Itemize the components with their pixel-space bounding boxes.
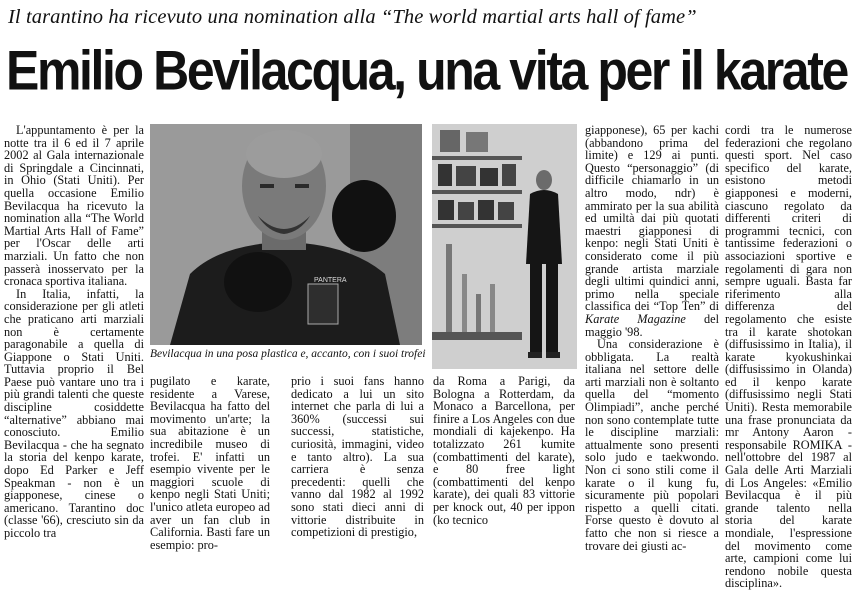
col1-paragraph-1: L'appuntamento è per la notte tra il 6 ed il 7 aprile 2002 al Gala internazionale di Springdale a Cincinnati, in Ohio (Stati Uniti). Per quella occasione Emilio Bevilacqua ha ricevuto la nomination alla “The World Martial Arts Hall of Fame” per l'Oscar delle arti marziali. Un fatto che non passerà inosservato per la cronaca sportiva italiana. bbox=[4, 123, 144, 289]
col5-text-a: giapponese), 65 per kachi (abbandono prima del limite) e 129 ai punti. Questo “personaggio” (di difficile chiamarlo in un altro modo, ndr) è ammirato per la sua abilità ed umiltà dai più quotati maestri giapponesi di kenpo: negli Stati Uniti è considerato come il più grande artista marziale degli ultimi quindici anni, primo nella speciale classifica dei “Top Ten” di bbox=[585, 123, 719, 314]
portrait-illustration bbox=[150, 124, 422, 345]
portrait-photo bbox=[150, 124, 422, 345]
uniform-patch-text: PANTERA bbox=[314, 277, 347, 284]
magazine-name: Karate Magazine bbox=[585, 311, 686, 326]
col6-text: cordi tra le numerose federazioni che regolano questi sport. Nel caso specifico del karate, esistono metodi giapponesi e moderni, ciascuno regolato da differenti criteri di programmi tecnici, con tantissime federazioni o associazioni sportive e regolamenti di gara non sempre uguali. Basta far riferimento alla differenza del regolamento che esiste tra il karate shotokan (diffusissimo in Italia), il karate kyokushinkai (diffusissimo in Olanda) ed il kenpo karate (diffusissimo negli Stati Uniti). Resta memorabile una frase pronunciata da mr Antony Aaron - responsabile ROMIKA - nell'ottobre del 1987 al Gala delle Arti Marziali di Los Angeles: «Emilio Bevilacqua è il più grande talento nella storia del karate mondiale, l'espressione del movimento come arte, campioni come lui rendono nobile questa disciplina». bbox=[725, 123, 852, 590]
photo-caption: Bevilacqua in una posa plastica e, accanto, con i suoi trofei bbox=[150, 348, 426, 360]
col2-text: pugilato e karate, residente a Varese, Bevilacqua ha fatto del movimento un'arte; la sua abitazione è un incredibile museo di trofei. E' infatti un esempio vivente per le maggiori scuole di kenpo negli Stati Uniti; l'unico atleta europeo ad aver un fan club in California. Basti fare un esempio: pro- bbox=[150, 374, 271, 552]
col4-text: da Roma a Parigi, da Bologna a Rotterdam, da Monaco a Barcellona, per finire a Los Angeles con due mondiali di kajekenpo. Ha totalizzato 261 kumite (combattimenti del karate), e 80 free light (combattimenti del kenpo karate), dei quali 83 vittorie per knock out, 40 per ippon (ko tecnico bbox=[433, 374, 575, 527]
col5-text-b: del maggio '98. bbox=[585, 311, 719, 339]
article-column-1 bbox=[4, 123, 144, 540]
kicker: Il tarantino ha ricevuto una nomination alla “The world martial arts hall of fame” bbox=[8, 6, 697, 28]
col5-paragraph-1 bbox=[585, 124, 719, 338]
col1-paragraph-2: In Italia, infatti, la considerazione per gli atleti che praticano arti marziali non è certamente paragonabile a quella di Giappone o Stati Uniti. Tuttavia proprio il Bel Paese può vantare uno tra i più grandi talenti che queste discipline cosiddette “alternative” abbiano mai conosciuto. Emilio Bevilacqua - che ha segnato la storia del kenpo karate, dopo Ed Parker e Jeff Speakman - non è un giapponese, cinese o americano. Tarantino doc (classe '66), cresciuto sin da piccolo tra bbox=[4, 286, 144, 540]
article-column-3 bbox=[291, 374, 424, 540]
col5-paragraph-2: Una considerazione è obbligata. La realtà italiana nel settore delle arti marziali non è soltanto quella del “momento Olimpiadi”, anche perché non sono contemplate tutte le discipline marziali: attualmente sono presenti solo judo e taekwondo. Non ci sono stili come il karate o il kung fu, sicuramente più popolari rispetto a quelli citati. Forse questo è dovuto al fatto che non si riesce a trovare dei giusti ac- bbox=[585, 337, 719, 553]
article-column-6 bbox=[725, 123, 852, 590]
trophy-photo bbox=[432, 124, 577, 369]
article-column-4 bbox=[433, 374, 575, 527]
col3-text: prio i suoi fans hanno dedicato a lui un sito internet che parla di lui a 360% (successi sui successi, statistiche, curiosità, immagini, video e tanto altro). La sua carriera è senza precedenti: quelli che vanno dal 1982 al 1992 sono stati dieci anni di vittorie distribuite in competizioni di prestigio, bbox=[291, 374, 424, 540]
article-column-5 bbox=[585, 123, 719, 553]
headline: Emilio Bevilacqua, una vita per il karate bbox=[6, 39, 847, 102]
article-column-2 bbox=[150, 374, 271, 552]
trophy-illustration bbox=[432, 124, 577, 369]
